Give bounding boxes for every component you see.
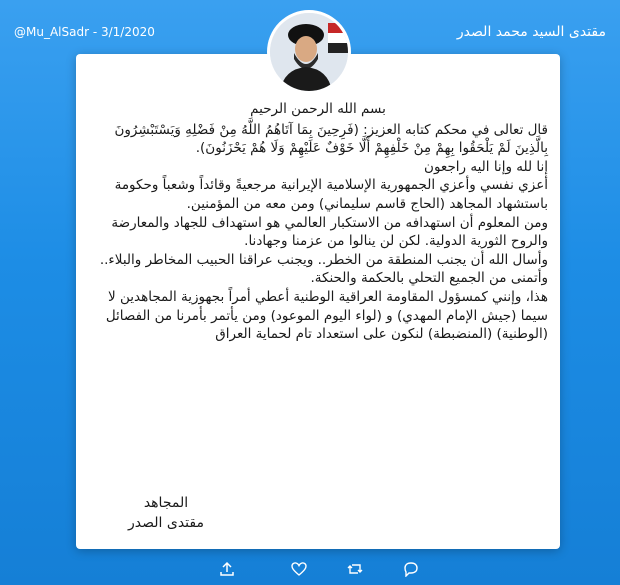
portrait-image (270, 13, 348, 91)
paragraph-quran: قال تعالى في محكم كتابه العزيز: (فَرِحِينَ بِمَا آتَاهُمُ اللَّهُ مِنْ فَضْلِهِ وَيَسْتَبْشِرُونَ بِالَّذِينَ لَمْ يَلْحَقُوا بِهِمْ مِنْ خَلْفِهِمْ أَلَّا خَوْفٌ عَلَيْهِمْ وَلَا هُمْ يَحْزَنُونَ). (114, 121, 548, 157)
signature-title: المجاهد (143, 495, 189, 511)
tweet-actions (0, 555, 620, 585)
paragraph-condolences: أعزي نفسي وأعزي الجمهورية الإسلامية الإيرانية مرجعيةً وقائداً وشعباً وحكومة باستشهاد المجاهد (الحاج قاسم سليماني) ومن معه من المؤمنين. (114, 177, 548, 212)
paragraph-order: هذا، وإنني كمسؤول المقاومة العراقية الوطنية أعطي أمراً بجهوزية المجاهدين لا سيما (جيش الإمام المهدي) و (لواء اليوم الموعود) ومن يأتمر بأمرنا من الفصائل (الوطنية) (المنضبطة) لنكون على استعداد تام لحماية العراق (105, 288, 548, 343)
share-icon[interactable] (218, 561, 236, 579)
avatar[interactable] (267, 10, 351, 94)
handle-date: @Mu_AlSadr - 3/1/2020 (14, 25, 155, 39)
paragraph-prayer: وأسال الله أن يجنب المنطقة من الخطر.. ويجنب عراقنا الحبيب المخاطر والبلاء.. وأتمنى من الجميع التحلي بالحكمة والحنكة. (99, 251, 548, 287)
basmala: بسم الله الرحمن الرحيم (250, 101, 386, 117)
signature-name: مقتدى الصدر (128, 515, 204, 531)
signature (128, 493, 204, 533)
paragraph-targeting: ومن المعلوم أن استهدافه من الاستكبار العالمي هو استهداف للجهاد والمعارضة والروح الثورية الدولية. لكن لن ينالوا من عزمنا وجهادنا. (111, 214, 548, 250)
reply-icon[interactable] (402, 561, 420, 579)
like-icon[interactable] (290, 561, 308, 579)
paragraph-condolence-phrase: إنا لله وإنا اليه راجعون (424, 158, 548, 175)
author-name: مقتدى السيد محمد الصدر (456, 24, 606, 40)
retweet-icon[interactable] (346, 561, 364, 579)
statement-text (88, 100, 548, 344)
